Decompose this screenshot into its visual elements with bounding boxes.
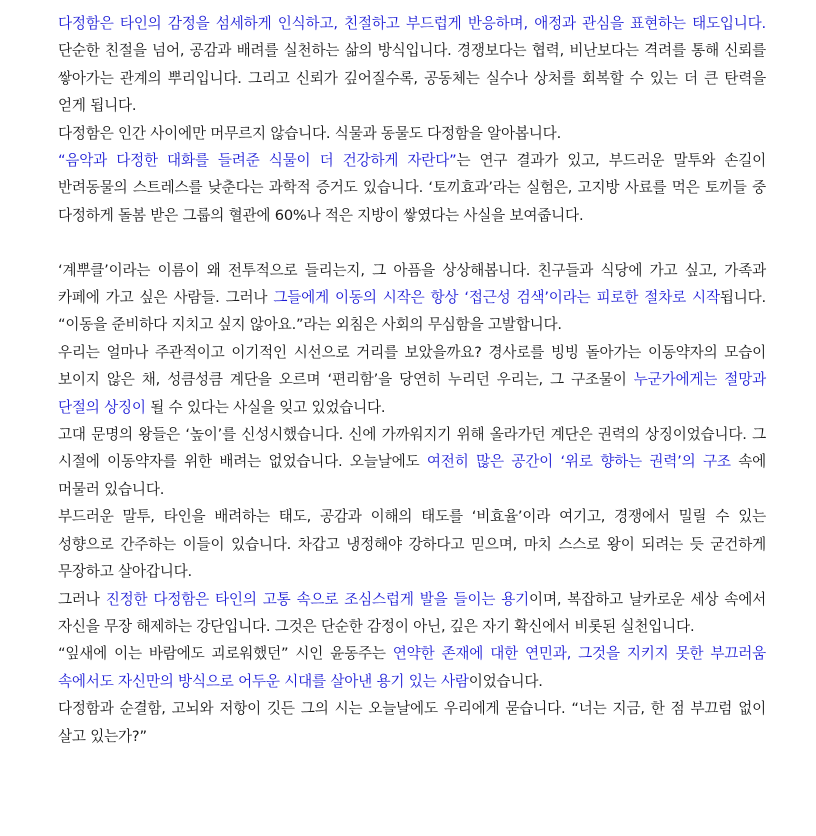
paragraph-9 [58, 586, 766, 641]
body-text: ‘계뿌클’이라는 이름이 왜 전투적으로 들리는지, 그 아픔을 상상해봅니다. 친구들과 식당에 가고 싶고, 가족과 카페에 가고 싶은 사람들. 그러나 [58, 261, 766, 307]
paragraph-1 [58, 10, 766, 120]
body-text: 됩니다. “이동을 준비하다 지치고 싶지 않아요.”라는 외침은 사회의 무심함을 고발합니다. [58, 289, 766, 334]
body-text: 속에 머물러 있습니다. [58, 453, 767, 498]
body-text: 이며, 복잡하고 날카로운 세상 속에서 자신을 무장 해제하는 강단입니다. 그것은 단순한 감정이 아닌, 깊은 자기 확신에서 비롯된 실천입니다. [58, 590, 766, 635]
body-text: 부드러운 말투, 타인을 배려하는 태도, 공감과 이해의 태도를 ‘비효율’이라 여기고, 경쟁에서 밀릴 수 있는 성향으로 간주하는 이들이 있습니다. 차갑고 냉정해야 강하다고 믿으며, 마치 스스로 왕이 되려는 듯 굳건하게 무장하고 살아갑니다. [58, 508, 766, 581]
body-text: 이었습니다. [468, 672, 543, 690]
highlighted-text: 연약한 존재에 대한 연민과, 그것을 지키지 못한 부끄러움 속에서도 자신만의 방식으로 어두운 시대를 살아낸 용기 있는 사람 [58, 645, 766, 690]
body-text: 다정함은 인간 사이에만 머무르지 않습니다. 식물과 동물도 다정함을 알아봅니다. [58, 124, 562, 142]
body-text: 우리는 얼마나 주관적이고 이기적인 시선으로 거리를 보았을까요? 경사로를 빙빙 돌아가는 이동약자의 모습이 보이지 않은 채, 성큼성큼 계단을 오르며 ‘편리함’을 당연히 누리던 우리는, 그 구조물이 [58, 343, 766, 389]
paragraph-2 [58, 120, 766, 147]
blank-line [58, 229, 766, 256]
paragraph-3 [58, 147, 766, 229]
body-text: 될 수 있다는 사실을 잊고 있었습니다. [145, 398, 386, 416]
body-text: “잎새에 이는 바람에도 괴로워했던” 시인 윤동주는 [58, 645, 393, 663]
body-text: 그러나 [58, 590, 106, 608]
highlighted-text: 다정함은 타인의 감정을 섬세하게 인식하고, 친절하고 부드럽게 반응하며, 애정과 관심을 표현하는 태도입니다. [58, 15, 766, 32]
body-text: 고대 문명의 왕들은 ‘높이’를 신성시했습니다. 신에 가까워지기 위해 올라가던 계단은 권력의 상징이었습니다. 그 시절에 이동약자를 위한 배려는 없었습니다. 오늘날에도 [58, 426, 766, 471]
highlighted-text: 여전히 많은 공간이 ‘위로 향하는 권력’의 구조 [426, 453, 731, 471]
paragraph-11 [58, 695, 766, 750]
document-body [58, 10, 766, 750]
body-text: 는 연구 결과가 있고, 부드러운 말투와 손길이 반려동물의 스트레스를 낮춘다는 과학적 증거도 있습니다. ‘토끼효과’라는 실험은, 고지방 사료를 먹은 토끼들 중 다정하게 돌봄 받은 그룹의 혈관에 60%나 적은 지방이 쌓였다는 사실을 보여줍니다. [58, 152, 766, 224]
highlighted-text: 그들에게 이동의 시작은 항상 ‘접근성 검색’이라는 피로한 절차로 시작 [273, 289, 720, 307]
paragraph-6 [58, 339, 766, 421]
highlighted-text: 누군가에게는 절망과 단절의 상징이 [58, 371, 766, 416]
paragraph-7 [58, 421, 766, 503]
paragraph-8 [58, 503, 766, 585]
paragraph-10 [58, 640, 766, 695]
highlighted-text: “음악과 다정한 대화를 들려준 식물이 더 건강하게 자란다” [58, 152, 457, 170]
highlighted-text: 진정한 다정함은 타인의 고통 속으로 조심스럽게 발을 들이는 용기 [105, 590, 530, 608]
body-text: 다정함과 순결함, 고뇌와 저항이 깃든 그의 시는 오늘날에도 우리에게 묻습니다. “너는 지금, 한 점 부끄럼 없이 살고 있는가?” [58, 700, 766, 745]
body-text: 단순한 친절을 넘어, 공감과 배려를 실천하는 삶의 방식입니다. 경쟁보다는 협력, 비난보다는 격려를 통해 신뢰를 쌓아가는 관계의 뿌리입니다. 그리고 신뢰가 깊어질수록, 공동체는 실수나 상처를 회복할 수 있는 더 큰 탄력을 얻게 됩니다. [58, 42, 766, 115]
paragraph-5 [58, 257, 766, 339]
